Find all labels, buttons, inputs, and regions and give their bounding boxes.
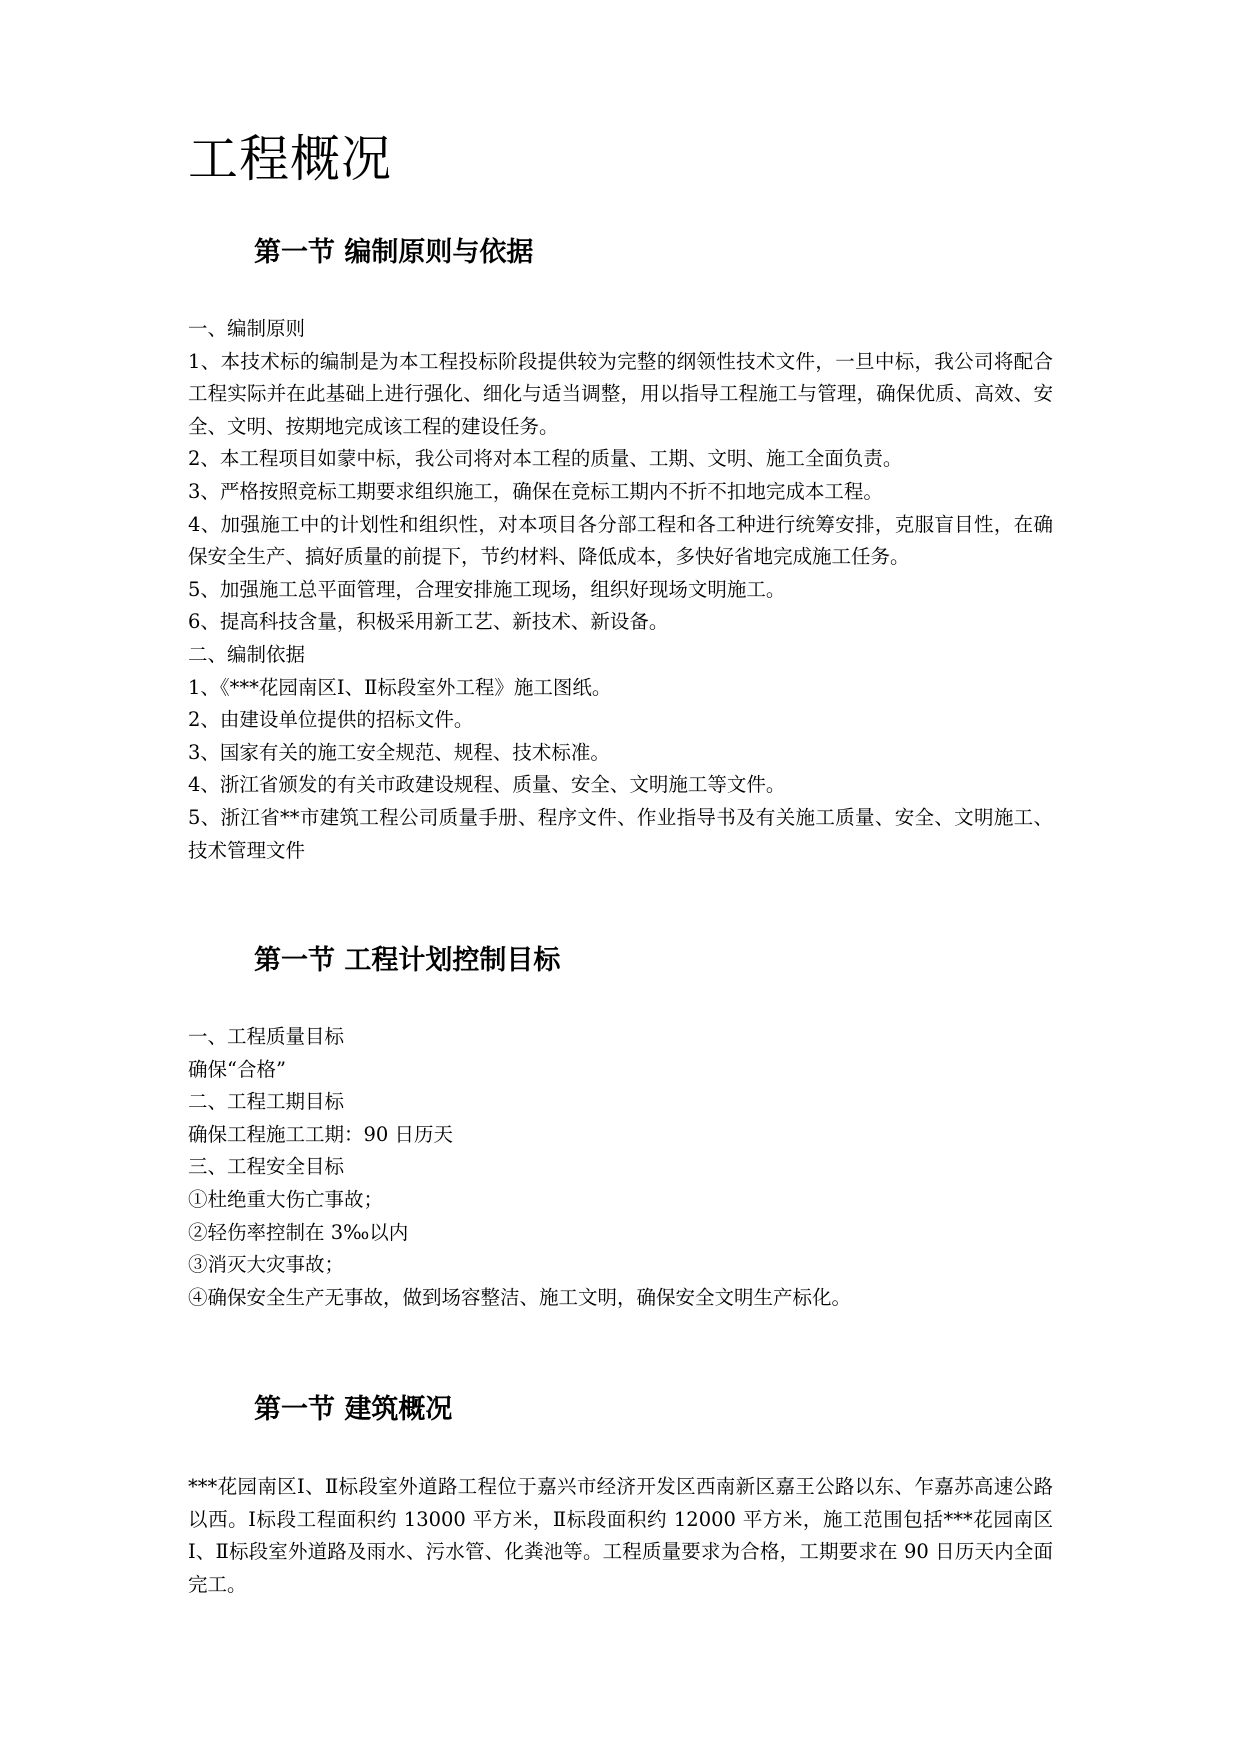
section-body-compilation-principles — [188, 313, 1053, 867]
basis-item-5: 5、浙江省**市建筑工程公司质量手册、程序文件、作业指导书及有关施工质量、安全、文明施工、技术管理文件 — [188, 805, 1053, 862]
section-body-building-overview — [188, 1471, 1053, 1601]
quality-target-text: 确保“合格” — [188, 1057, 286, 1081]
subheading-schedule-target: 二、工程工期目标 — [188, 1090, 345, 1114]
subheading-compilation-basis: 二、编制依据 — [188, 642, 306, 666]
safety-target-4: ④确保安全生产无事故，做到场容整洁、施工文明，确保安全文明生产标化。 — [188, 1285, 852, 1309]
safety-target-1: ①杜绝重大伤亡事故； — [188, 1187, 384, 1211]
section-heading-building-overview: 第一节 建筑概况 — [254, 1394, 453, 1425]
subheading-quality-target: 一、工程质量目标 — [188, 1025, 345, 1048]
principle-item-5: 5、加强施工总平面管理，合理安排施工现场，组织好现场文明施工。 — [188, 577, 786, 601]
schedule-target-text: 确保工程施工工期：90 日历天 — [188, 1122, 454, 1146]
principle-item-1: 1、本技术标的编制是为本工程投标阶段提供较为完整的纲领性技术文件，一旦中标，我公司将配合工程实际并在此基础上进行强化、细化与适当调整，用以指导工程施工与管理，确保优质、高效、安全、文明、按期地完成该工程的建设任务。 — [188, 349, 1053, 438]
basis-item-3: 3、国家有关的施工安全规范、规程、技术标准。 — [188, 740, 610, 764]
section-heading-compilation-principles: 第一节 编制原则与依据 — [254, 237, 534, 268]
safety-target-2: ②轻伤率控制在 3‰以内 — [188, 1220, 409, 1244]
section-body-plan-control-targets — [188, 1021, 1053, 1314]
section-heading-plan-control-targets: 第一节 工程计划控制目标 — [254, 945, 561, 976]
principle-item-3: 3、严格按照竞标工期要求组织施工，确保在竞标工期内不折不扣地完成本工程。 — [188, 479, 883, 503]
principle-item-2: 2、本工程项目如蒙中标，我公司将对本工程的质量、工期、文明、施工全面负责。 — [188, 447, 903, 471]
safety-target-3: ③消灭大灾事故； — [188, 1253, 345, 1277]
basis-item-2: 2、由建设单位提供的招标文件。 — [188, 708, 474, 732]
principle-item-6: 6、提高科技含量，积极采用新工艺、新技术、新设备。 — [188, 610, 669, 634]
subheading-safety-target: 三、工程安全目标 — [188, 1155, 345, 1179]
building-overview-paragraph: ***花园南区Ⅰ、Ⅱ标段室外道路工程位于嘉兴市经济开发区西南新区嘉王公路以东、乍嘉苏高速公路以西。Ⅰ标段工程面积约 13000 平方米，Ⅱ标段面积约 12000 平方米，施工范围包括***花园南区Ⅰ、Ⅱ标段室外道路及雨水、污水管、化粪池等。工程质量要求为合格，工期要求在 90 日历天内全面完工。 — [188, 1475, 1053, 1596]
basis-item-1: 1、《***花园南区Ⅰ、Ⅱ标段室外工程》施工图纸。 — [188, 675, 612, 699]
basis-item-4: 4、浙江省颁发的有关市政建设规程、质量、安全、文明施工等文件。 — [188, 773, 786, 797]
document-title: 工程概况 — [188, 130, 392, 188]
subheading-compilation-principles: 一、编制原则 — [188, 317, 306, 340]
principle-item-4: 4、加强施工中的计划性和组织性，对本项目各分部工程和各工种进行统筹安排，克服盲目性，在确保安全生产、搞好质量的前提下，节约材料、降低成本，多快好省地完成施工任务。 — [188, 512, 1053, 569]
